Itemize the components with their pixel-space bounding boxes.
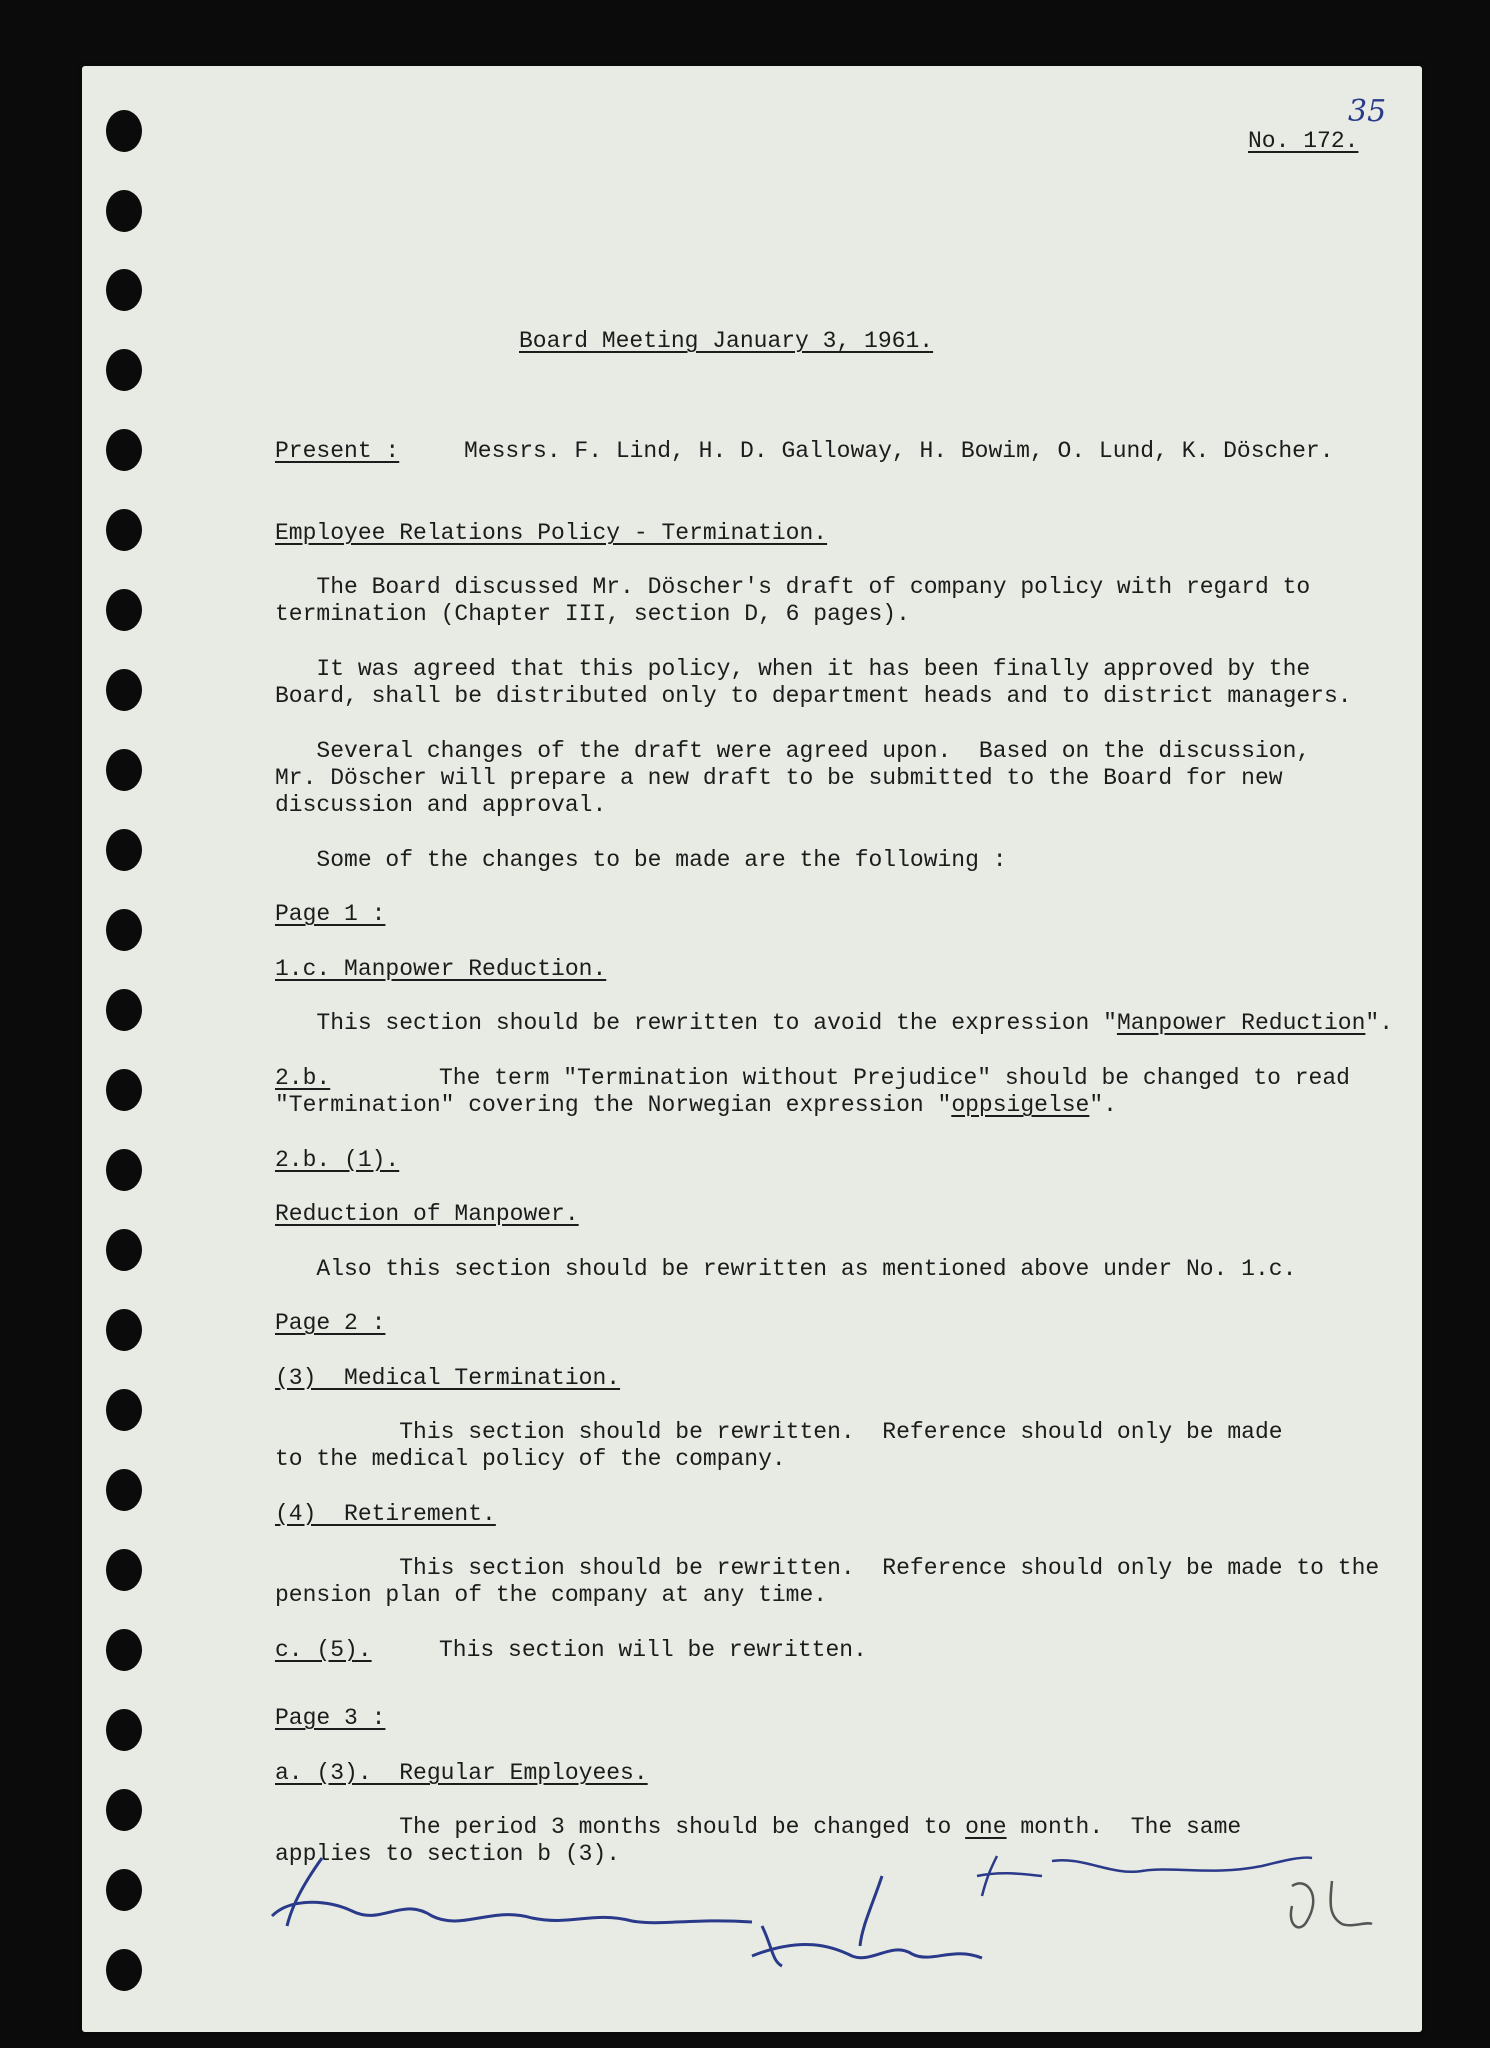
emphasis-text: Manpower Reduction (1116, 1010, 1366, 1036)
punch-hole (106, 1709, 142, 1751)
item-2b-label: 2.b. (275, 1065, 331, 1091)
punch-hole (106, 429, 142, 471)
item-c5-text: This section will be rewritten. (439, 1637, 867, 1663)
text-run: "Termination" covering the Norwegian expression " (275, 1092, 952, 1118)
page-title: Board Meeting January 3, 1961. (519, 328, 934, 354)
text-run: month. The same (1006, 1814, 1242, 1840)
signature-lind (232, 1856, 792, 1936)
text-run: ". (1089, 1092, 1117, 1118)
text-run: ". (1365, 1010, 1393, 1036)
page-1-label: Page 1 : (275, 901, 386, 927)
punch-hole (106, 589, 142, 631)
punch-hole (106, 1229, 142, 1271)
item-1c-heading: 1.c. Manpower Reduction. (275, 956, 607, 982)
paragraph-line: termination (Chapter III, section D, 6 pages). (275, 601, 910, 627)
item-4-heading: (4) Retirement. (275, 1501, 496, 1527)
punch-hole (106, 509, 142, 551)
punch-hole (106, 669, 142, 711)
punch-hole (106, 1149, 142, 1191)
punch-hole (106, 1309, 142, 1351)
item-2b-text (275, 1092, 1117, 1119)
paragraph-line: Several changes of the draft were agreed upon. Based on the discussion, (275, 738, 1311, 764)
document-number: No. 172. (1248, 128, 1359, 154)
punch-hole (106, 1629, 142, 1671)
punch-hole (106, 1389, 142, 1431)
punch-hole (106, 989, 142, 1031)
punch-hole (106, 349, 142, 391)
section-heading: Employee Relations Policy - Termination. (275, 520, 828, 546)
paragraph-line: It was agreed that this policy, when it has been finally approved by the (275, 656, 1311, 682)
emphasis-text: one (965, 1814, 1007, 1840)
paragraph-line: Board, shall be distributed only to department heads and to district managers. (275, 683, 1352, 709)
page-2-label: Page 2 : (275, 1310, 386, 1336)
document-page (82, 66, 1422, 2032)
item-2b1-text: Also this section should be rewritten as mentioned above under No. 1.c. (275, 1256, 1297, 1282)
item-a3-heading: a. (3). Regular Employees. (275, 1760, 648, 1786)
punch-hole (106, 1869, 142, 1911)
item-3-heading: (3) Medical Termination. (275, 1365, 621, 1391)
item-2b1-heading: Reduction of Manpower. (275, 1201, 579, 1227)
punch-hole (106, 829, 142, 871)
item-3-text: This section should be rewritten. Reference should only be made (275, 1419, 1283, 1445)
paragraph-line: The Board discussed Mr. Döscher's draft of company policy with regard to (275, 574, 1311, 600)
present-names: Messrs. F. Lind, H. D. Galloway, H. Bowim, O. Lund, K. Döscher. (464, 438, 1334, 464)
item-a3-text (275, 1814, 1241, 1841)
initials-lund (1272, 1866, 1382, 1946)
punch-hole (106, 110, 142, 152)
page-3-label: Page 3 : (275, 1705, 386, 1731)
present-label: Present : (275, 438, 400, 464)
item-c5-label: c. (5). (275, 1637, 372, 1663)
punch-hole (106, 1469, 142, 1511)
punch-hole (106, 1789, 142, 1831)
punch-hole (106, 1069, 142, 1111)
item-2b-text: The term "Termination without Prejudice" should be changed to read (439, 1065, 1350, 1091)
item-a3-text: applies to section b (3). (275, 1841, 621, 1867)
punch-hole (106, 1549, 142, 1591)
punch-hole (106, 909, 142, 951)
paragraph-line: Some of the changes to be made are the following : (275, 847, 1007, 873)
paragraph-line: discussion and approval. (275, 792, 607, 818)
item-1c-text (275, 1010, 1393, 1037)
signature-galloway (962, 1846, 1322, 1916)
item-4-text: This section should be rewritten. Reference should only be made to the (275, 1555, 1380, 1581)
paragraph-line: Mr. Döscher will prepare a new draft to be submitted to the Board for new (275, 765, 1283, 791)
punch-hole (106, 1949, 142, 1991)
text-run: The period 3 months should be changed to (275, 1814, 966, 1840)
item-4-text: pension plan of the company at any time. (275, 1582, 828, 1608)
punch-hole (106, 749, 142, 791)
archive-page-number: 35 (1348, 94, 1387, 129)
emphasis-text: oppsigelse (951, 1092, 1090, 1118)
punch-hole (106, 269, 142, 311)
punch-hole (106, 190, 142, 232)
text-run: This section should be rewritten to avoid the expression " (275, 1010, 1117, 1036)
item-3-text: to the medical policy of the company. (275, 1446, 786, 1472)
item-2b1-label: 2.b. (1). (275, 1147, 400, 1173)
